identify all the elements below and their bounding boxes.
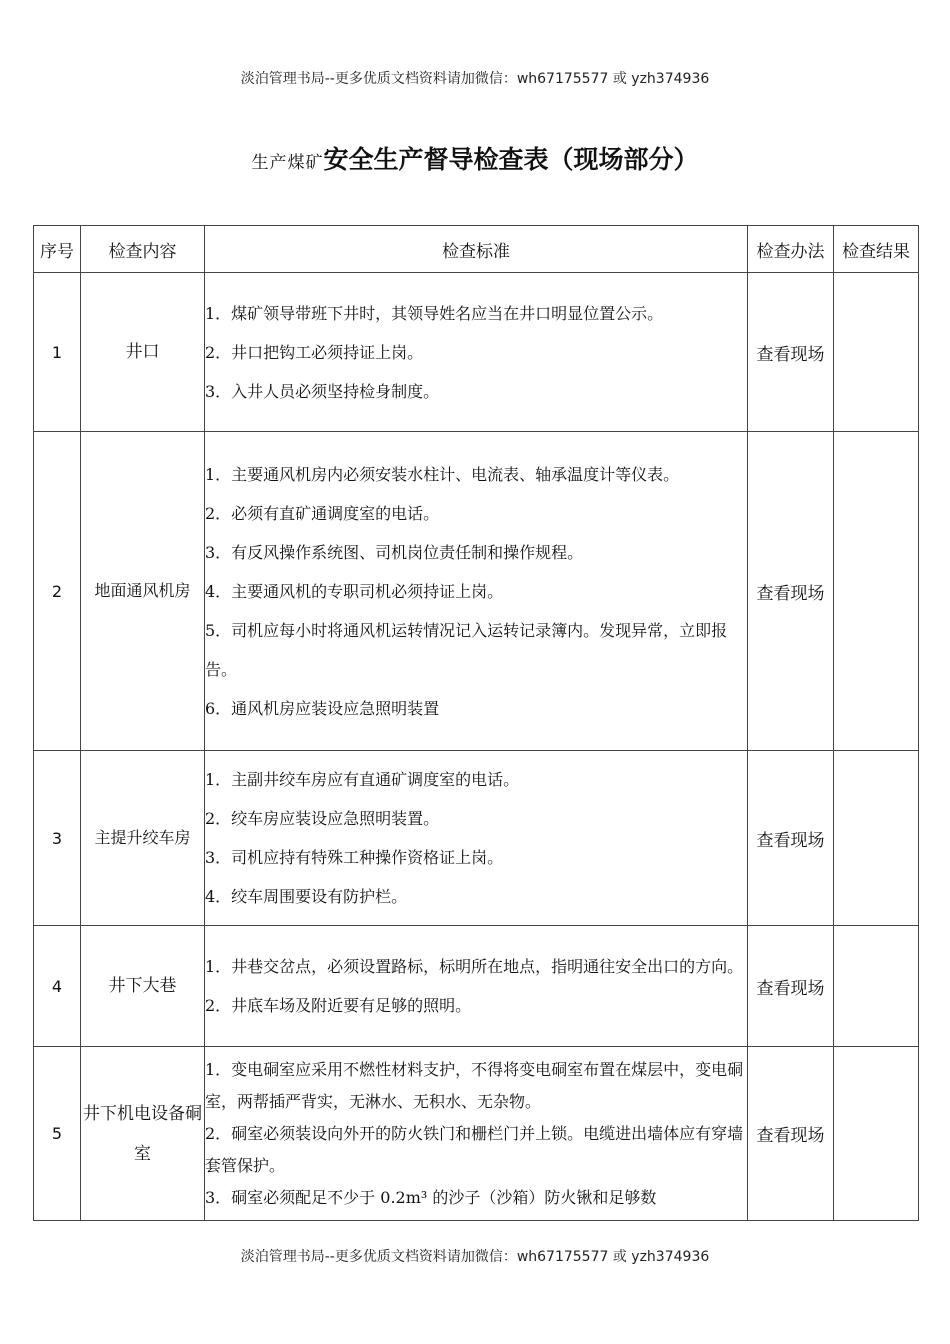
standard-item: 1．主要通风机房内必须安装水柱计、电流表、轴承温度计等仪表。 — [205, 464, 680, 484]
row-result — [834, 926, 919, 1047]
standard-item: 1．主副井绞车房应有直通矿调度室的电话。 — [205, 770, 520, 789]
standard-item: 3．司机应持有特殊工种操作资格证上岗。 — [205, 848, 504, 867]
standard-item: 1．变电硐室应采用不燃性材料支护，不得将变电硐室布置在煤层中，变电硐室，两帮插严背实，无淋水、无积水、无杂物。 — [205, 1059, 744, 1111]
standard-item: 1．井巷交岔点，必须设置路标，标明所在地点，指明通往安全出口的方向。 — [205, 957, 744, 976]
standard-item: 2．井底车场及附近要有足够的照明。 — [205, 996, 472, 1015]
standard-item: 2．硐室必须装设向外开的防火铁门和栅栏门并上锁。电缆进出墙体应有穿墙套管保护。 — [205, 1123, 744, 1175]
title-prefix: 生产煤矿 — [251, 153, 324, 173]
header-result: 检查结果 — [834, 226, 919, 273]
row-method: 查看现场 — [748, 273, 834, 432]
header-method: 检查办法 — [748, 226, 834, 273]
standard-item: 6．通风机房应装设应急照明装置 — [205, 698, 440, 718]
standard-item: 3．硐室必须配足不少于 0.2m³ 的沙子（沙箱）防火锹和足够数 — [205, 1187, 657, 1207]
row-standards — [205, 273, 748, 432]
standard-item: 1．煤矿领导带班下井时，其领导姓名应当在井口明显位置公示。 — [205, 303, 664, 323]
table-row — [34, 926, 919, 1047]
row-num: 1 — [34, 273, 81, 432]
standard-item: 4．主要通风机的专职司机必须持证上岗。 — [205, 581, 504, 601]
table-row — [34, 432, 919, 751]
row-content: 主提升绞车房 — [81, 751, 205, 926]
row-content: 地面通风机房 — [81, 432, 205, 751]
row-method: 查看现场 — [748, 926, 834, 1047]
row-num: 5 — [34, 1047, 81, 1221]
header-standard: 检查标准 — [205, 226, 748, 273]
standard-item: 3．有反风操作系统图、司机岗位责任制和操作规程。 — [205, 542, 584, 562]
header-watermark-note: 淡泊管理书局--更多优质文档资料请加微信：wh67175577 或 yzh374936 — [240, 71, 710, 87]
document-title — [0, 140, 950, 176]
row-content: 井口 — [81, 273, 205, 432]
row-result — [834, 432, 919, 751]
row-result — [834, 751, 919, 926]
footer-watermark-note: 淡泊管理书局--更多优质文档资料请加微信：wh67175577 或 yzh374936 — [240, 1249, 710, 1265]
row-num: 4 — [34, 926, 81, 1047]
row-content: 井下大巷 — [81, 926, 205, 1047]
standard-item: 4．绞车周围要设有防护栏。 — [205, 887, 408, 906]
title-main: 安全生产督导检查表（现场部分） — [323, 145, 699, 174]
header-content: 检查内容 — [81, 226, 205, 273]
row-result — [834, 273, 919, 432]
table-header-row — [34, 226, 919, 273]
row-num: 3 — [34, 751, 81, 926]
table-row — [34, 273, 919, 432]
row-result — [834, 1047, 919, 1221]
row-standards — [205, 432, 748, 751]
row-method: 查看现场 — [748, 751, 834, 926]
standard-item: 2．必须有直矿通调度室的电话。 — [205, 503, 440, 523]
standard-item: 3．入井人员必须坚持检身制度。 — [205, 381, 440, 401]
row-standards — [205, 926, 748, 1047]
row-num: 2 — [34, 432, 81, 751]
row-content: 井下机电设备硐室 — [81, 1047, 205, 1221]
header-num: 序号 — [34, 226, 81, 273]
standard-item: 2．绞车房应装设应急照明装置。 — [205, 809, 440, 828]
standard-item: 2．井口把钩工必须持证上岗。 — [205, 342, 424, 362]
standard-item: 5．司机应每小时将通风机运转情况记入运转记录簿内。发现异常，立即报告。 — [205, 620, 728, 679]
row-standards — [205, 751, 748, 926]
table-row — [34, 751, 919, 926]
row-method: 查看现场 — [748, 1047, 834, 1221]
row-standards — [205, 1047, 748, 1221]
table-row — [34, 1047, 919, 1221]
row-method: 查看现场 — [748, 432, 834, 751]
inspection-table — [33, 225, 919, 1221]
